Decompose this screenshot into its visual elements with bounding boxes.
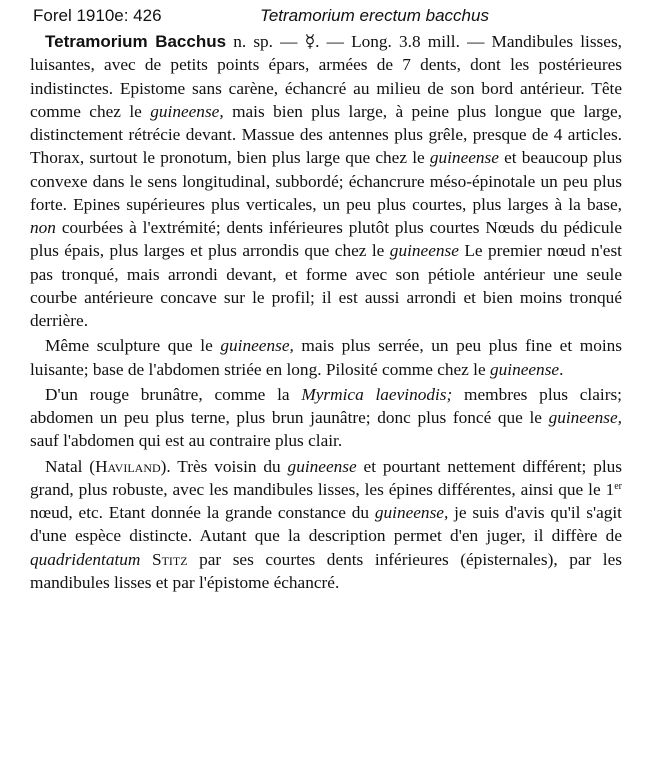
text-run: et pourtant nettement différent; plus grand, plus robuste, avec les mandibules lisses, les épines différentes, ainsi que le 1 [30,456,623,499]
italic-run: non [30,218,56,237]
paragraph-diagnosis [30,30,622,332]
text-run: n. sp. — ☿. — Long. 3.8 mill. — Mandibules lisses, luisantes, avec de petits points épars, armées de 7 dents, dont les postérieures indistinctes. Epistome sans carène, échancré au milieu de son bord antérieur. Tête comme chez le [30,32,623,121]
text-run: Le premier nœud n'est pas tronqué, mais arrondi devant, et forme avec son pétiole antérieur une seule courbe antérieure concave sur le profil; il est aussi arrondi et bien moins tronqué derrière. [30,241,622,330]
text-run: et beaucoup plus convexe dans le sens longitudinal, subbordé; échancrure méso-épinotale un peu plus forte. Epines supérieures plus verticales, un peu plus courtes, plus larges à la base, [30,148,622,214]
author-name: Stitz [151,549,188,569]
italic-run: guineense, [150,101,224,121]
text-run: je suis d'avis qu'il s'agit d'une espèce distincte. Autant que la description permet d'en juger, il diffère de [30,503,622,546]
italic-run: guineense, [548,408,622,427]
italic-run: guineense [489,359,560,379]
text-run: sauf l'abdomen qui est au contraire plus clair. [30,431,343,451]
page-header [33,5,633,27]
taxon-name: Tetramorium erectum bacchus [260,6,489,25]
paragraph-sculpture [30,334,622,381]
paragraph-color [30,383,622,453]
text-run: membres plus clairs; abdomen un peu plus terne, plus brun jaunâtre; donc plus foncé que le [30,384,622,427]
italic-run: guineense, [374,503,449,522]
text-run: Même sculpture que le [45,336,221,356]
text-run: . [559,359,564,379]
superscript: er [614,480,622,492]
citation-label: Forel 1910e: 426 [33,6,162,25]
italic-run: quadridentatum [30,549,141,569]
text-run: courbées à l'extrémité; dents inférieures plutôt plus courtes Nœuds du pédicule plus épais, plus larges et plus arrondis que chez le [30,218,622,261]
text-run: mais plus serrée, un peu plus fine et moins luisante; base de l'abdomen striée en long. Pilosité comme chez le [30,336,622,379]
species-description [30,30,622,594]
collector-name: Haviland [95,456,161,476]
text-run: nœud, etc. Etant donnée la grande constance du [30,503,375,522]
italic-run: Myrmica laevinodis; [301,384,453,404]
italic-run: guineense, [220,336,294,356]
italic-run: guineense [389,241,459,261]
text-run: mais bien plus large, à peine plus longue que large, distinctement rétrécie devant. Massue des antennes plus grêle, presque de 4 articles. Thorax, surtout le pronotum, bien plus large que chez le [30,101,622,168]
text-run [140,550,152,569]
italic-run: guineense [287,456,357,476]
text-run: par ses courtes dents inférieures (épisternales), par les mandibules lisses et par l'épistome échancré. [30,549,622,592]
text-run: ). Très voisin du [160,456,288,476]
text-run: Natal ( [45,456,96,476]
species-title: Tetramorium Bacchus [45,32,227,51]
text-run: D'un rouge brunâtre, comme la [45,384,302,404]
paragraph-locality [30,455,622,595]
italic-run: guineense [429,148,499,168]
